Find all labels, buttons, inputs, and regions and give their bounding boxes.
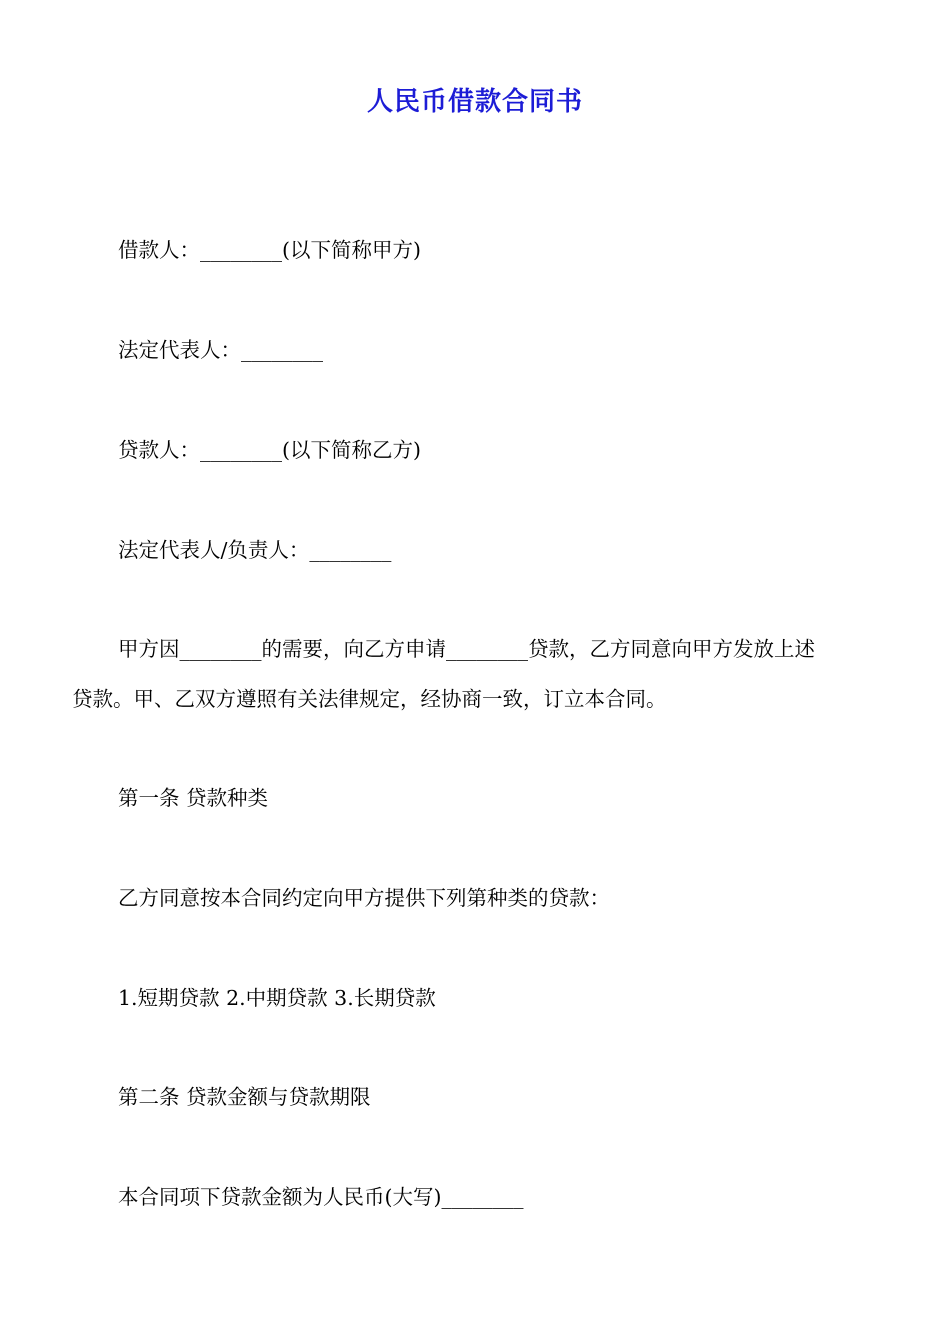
article-2-text: 本合同项下贷款金额为人民币(大写)________ xyxy=(118,1185,524,1209)
article-2-heading: 第二条 贷款金额与贷款期限 xyxy=(118,1085,371,1109)
borrower-legal-rep-line: 法定代表人：________ xyxy=(118,338,323,362)
preamble-line-2: 贷款。甲、乙双方遵照有关法律规定，经协商一致，订立本合同。 xyxy=(72,687,667,711)
document-title: 人民币借款合同书 xyxy=(366,87,583,117)
article-1-text: 乙方同意按本合同约定向甲方提供下列第种类的贷款： xyxy=(118,886,610,910)
lender-line: 贷款人：________(以下简称乙方) xyxy=(118,438,421,462)
lender-legal-rep-line: 法定代表人/负责人：________ xyxy=(118,538,392,562)
loan-type-options: 1.短期贷款 2.中期贷款 3.长期贷款 xyxy=(118,986,436,1010)
article-1-heading: 第一条 贷款种类 xyxy=(118,786,269,810)
borrower-line: 借款人：________(以下简称甲方) xyxy=(118,238,421,262)
preamble-line-1: 甲方因________的需要，向乙方申请________贷款，乙方同意向甲方发放上述 xyxy=(118,637,815,661)
